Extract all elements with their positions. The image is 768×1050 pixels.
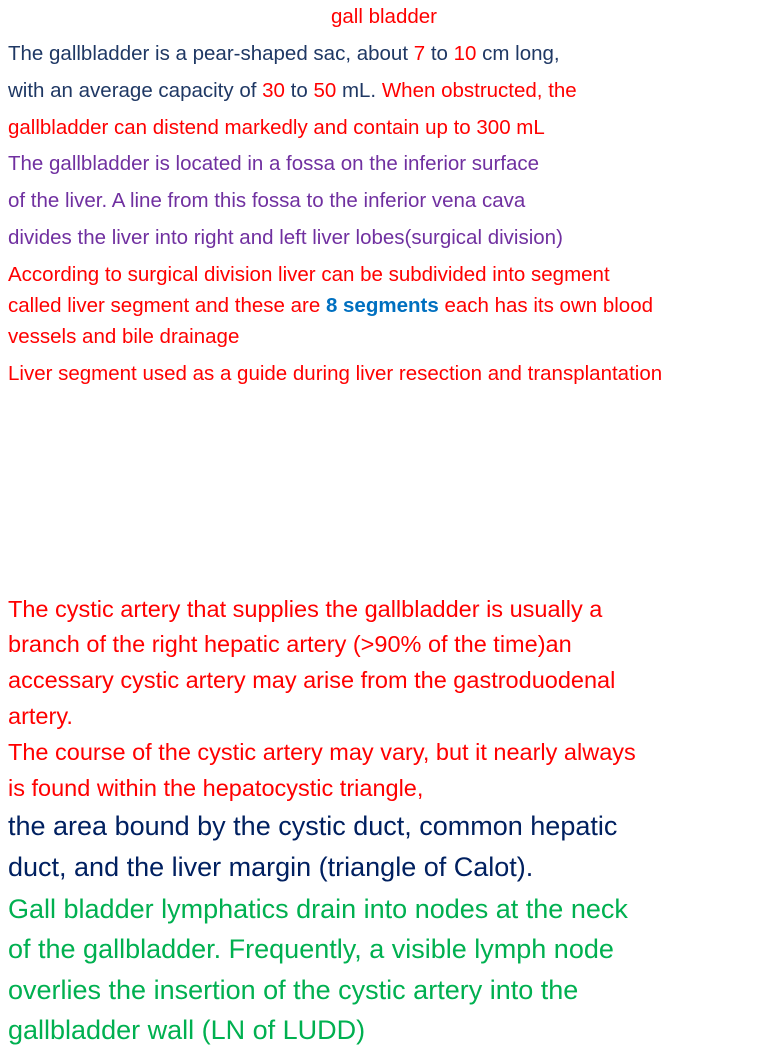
lymph-line-2: of the gallbladder. Frequently, a visible lymph node xyxy=(8,934,614,964)
segment-line-1: According to surgical division liver can be subdivided into segment xyxy=(8,263,610,286)
artery-line-3: accessary cystic artery may arise from the gastroduodenal xyxy=(8,667,616,693)
segment-line-4: Liver segment used as a guide during liver resection and transplantation xyxy=(8,362,663,385)
capacity-line-1: The gallbladder is a pear-shaped sac, about 7 to 10 cm long, xyxy=(8,42,560,65)
page-title: gall bladder xyxy=(331,5,437,28)
lymph-line-4: gallbladder wall (LN of LUDD) xyxy=(8,1015,366,1045)
capacity-line-3: gallbladder can distend markedly and contain up to 300 mL xyxy=(8,116,545,139)
artery-line-1: The cystic artery that supplies the gallbladder is usually a xyxy=(8,596,603,622)
location-line-2: of the liver. A line from this fossa to the inferior vena cava xyxy=(8,189,526,212)
artery-line-5: The course of the cystic artery may vary, but it nearly always xyxy=(8,739,636,765)
artery-line-2: branch of the right hepatic artery (>90% of the time)an xyxy=(8,631,572,657)
calot-line-1: the area bound by the cystic duct, common hepatic xyxy=(8,811,618,841)
location-line-3: divides the liver into right and left liver lobes(surgical division) xyxy=(8,226,563,249)
capacity-line-2: with an average capacity of 30 to 50 mL. When obstructed, the xyxy=(8,79,577,102)
artery-line-6: is found within the hepatocystic triangle, xyxy=(8,775,424,801)
lymph-line-3: overlies the insertion of the cystic artery into the xyxy=(8,975,579,1005)
segment-line-2: called liver segment and these are 8 segments each has its own blood xyxy=(8,294,653,317)
segment-line-3: vessels and bile drainage xyxy=(8,325,240,348)
location-line-1: The gallbladder is located in a fossa on the inferior surface xyxy=(8,152,540,175)
calot-line-2: duct, and the liver margin (triangle of Calot). xyxy=(8,852,534,882)
artery-line-4: artery. xyxy=(8,703,73,729)
lymph-line-1: Gall bladder lymphatics drain into nodes at the neck xyxy=(8,894,628,924)
